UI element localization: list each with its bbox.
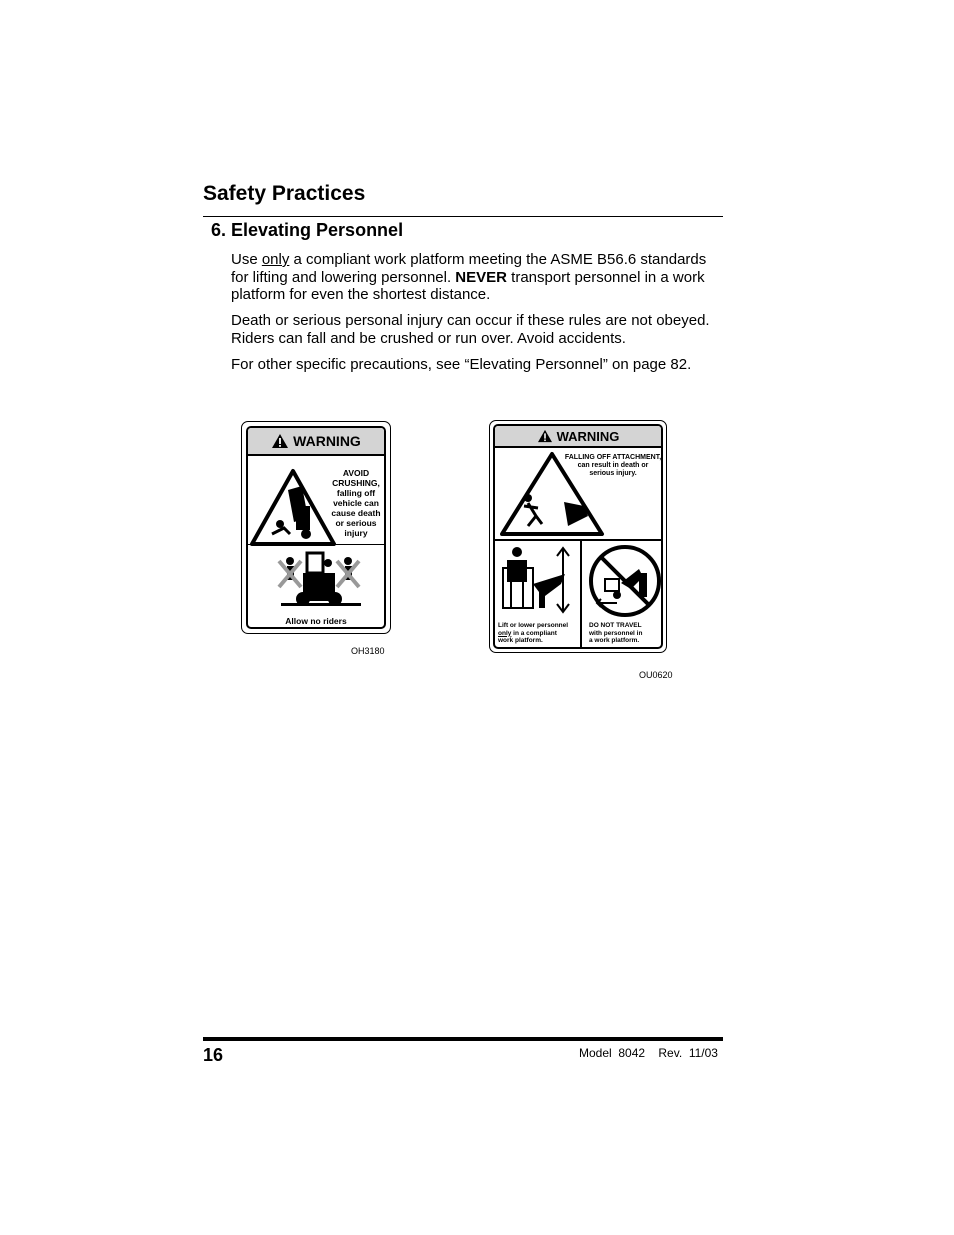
decal-ou0620-warning-label: WARNING xyxy=(556,428,620,444)
decal-oh3180-warning-bar xyxy=(248,428,384,456)
avoid-crushing-line: injury xyxy=(344,528,368,538)
do-not-travel-line: with personnel in xyxy=(589,629,643,637)
no-travel-icon xyxy=(587,543,663,619)
page-number: 16 xyxy=(203,1045,224,1065)
footer-rule xyxy=(203,1037,723,1041)
do-not-travel-line: a work platform. xyxy=(589,637,640,644)
crush-hazard-icon xyxy=(250,468,336,548)
decal-ou0620-frame xyxy=(493,424,663,649)
lift-lower-text xyxy=(498,622,582,645)
decal-ou0620 xyxy=(489,420,667,653)
p1-text-a: Use xyxy=(231,251,262,268)
allow-no-riders-text: Allow no riders xyxy=(285,616,347,626)
falling-off-line: FALLING OFF ATTACHMENT, xyxy=(564,454,662,461)
warning-triangle-icon xyxy=(271,433,289,449)
paragraph-compliant-platform xyxy=(231,251,726,304)
paragraph-other-precautions: For other specific precautions, see “Elevating Personnel” on page 82. xyxy=(231,356,692,373)
lift-lower-line: work platform. xyxy=(498,637,543,644)
falling-off-line: can result in death or xyxy=(577,462,649,469)
lift-platform-icon xyxy=(499,544,577,616)
p1-never: NEVER xyxy=(455,268,507,286)
paragraph-death-warning: Death or serious personal injury can occur if these rules are not obeyed. Riders can fall and be crushed or run over. Avoid accidents. xyxy=(231,312,710,347)
p1-text-c: transport personnel in a work platform for even the shortest distance. xyxy=(231,268,705,303)
title-rule xyxy=(203,216,723,217)
decal-oh3180-frame xyxy=(246,426,386,629)
no-riders-icon xyxy=(273,549,365,615)
p1-only: only xyxy=(261,251,290,268)
footer-model-revision: Model 8042 Rev. 11/03 xyxy=(579,1046,718,1060)
do-not-travel-line: DO NOT TRAVEL xyxy=(589,622,642,629)
decal-oh3180-warning-label: WARNING xyxy=(293,433,361,449)
lift-lower-line: in a compliant xyxy=(511,629,557,637)
falling-off-text xyxy=(561,454,663,478)
decal-oh3180 xyxy=(241,421,391,634)
do-not-travel-text xyxy=(589,622,663,645)
lift-lower-only: only xyxy=(498,629,512,637)
decal-ou0620-code: OU0620 xyxy=(639,670,673,680)
lift-lower-line: Lift or lower personnel xyxy=(498,622,569,629)
avoid-crushing-line: cause death xyxy=(331,508,381,518)
avoid-crushing-line: or serious xyxy=(335,518,377,528)
warning-triangle-icon xyxy=(537,429,553,443)
decal-oh3180-code: OH3180 xyxy=(351,646,385,656)
avoid-crushing-line: vehicle can xyxy=(333,498,379,508)
avoid-crushing-line: AVOID xyxy=(342,468,370,478)
sub-heading: 6. Elevating Personnel xyxy=(211,220,404,240)
avoid-crushing-line: CRUSHING, xyxy=(332,478,380,488)
p1-text-b: a compliant work platform meeting the ASME B56.6 standards for lifting and lowering personnel. xyxy=(231,251,707,286)
avoid-crushing-text xyxy=(326,468,386,538)
decal-ou0620-divider xyxy=(495,539,661,541)
falling-off-line: serious injury. xyxy=(589,470,637,477)
avoid-crushing-line: falling off xyxy=(336,488,376,498)
decal-ou0620-warning-bar xyxy=(495,426,661,448)
section-title: Safety Practices xyxy=(203,182,366,205)
decal-oh3180-divider xyxy=(248,544,384,545)
